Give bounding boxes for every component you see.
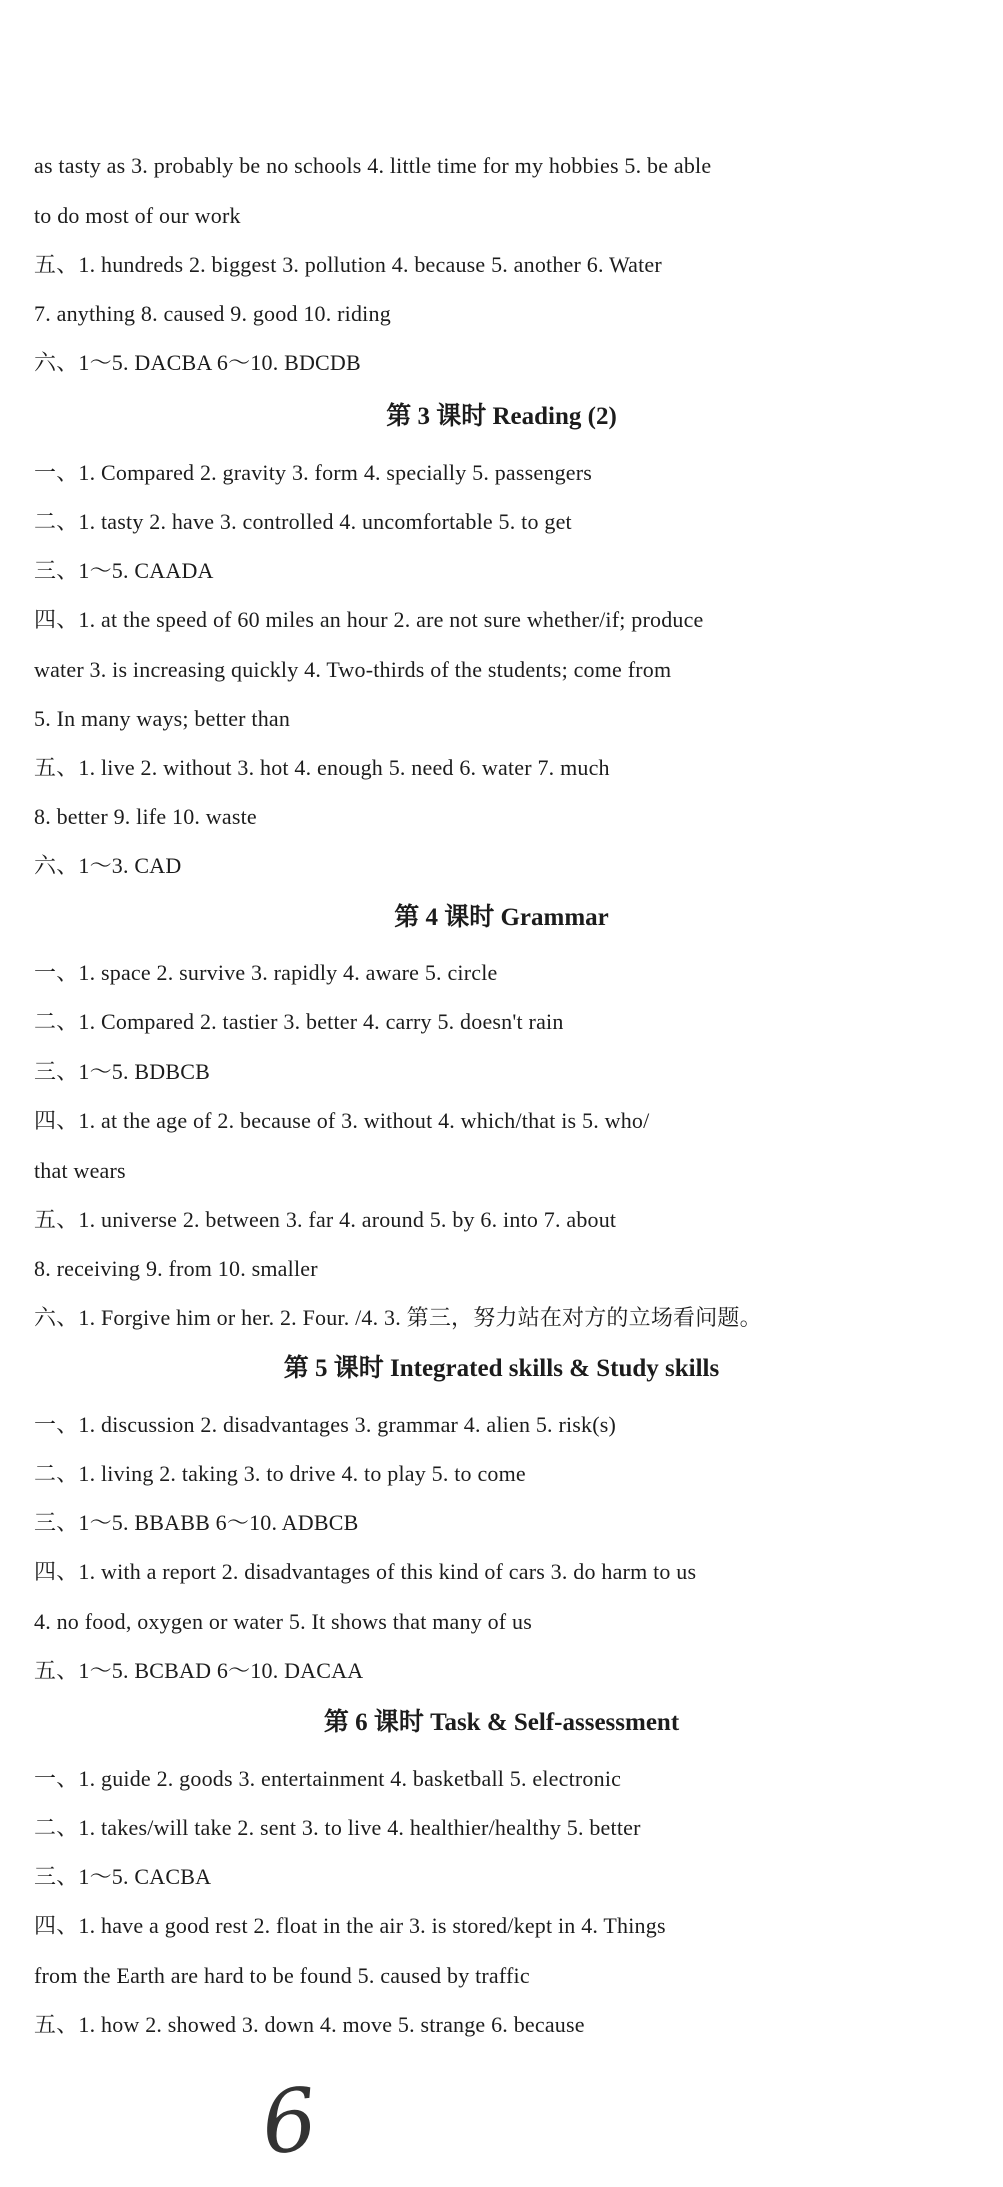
answer-line: 五、1. live 2. without 3. hot 4. enough 5. need 6. water 7. much	[34, 755, 610, 780]
answer-line: 三、1～5. CAADA	[34, 558, 214, 583]
answer-line: 五、1～5. BCBAD 6～10. DACAA	[34, 1658, 364, 1683]
answer-line: 四、1. with a report 2. disadvantages of this kind of cars 3. do harm to us	[34, 1559, 697, 1584]
answer-line: 4. no food, oxygen or water 5. It shows that many of us	[34, 1609, 532, 1634]
section-heading-6: 第 6 课时 Task & Self-assessment	[323, 1709, 680, 1736]
answer-line: 四、1. at the speed of 60 miles an hour 2. are not sure whether/if; produce	[34, 607, 704, 632]
answer-line: 一、1. Compared 2. gravity 3. form 4. specially 5. passengers	[34, 460, 593, 485]
page-number: 6	[256, 2069, 322, 2175]
answer-line: 五、1. how 2. showed 3. down 4. move 5. strange 6. because	[34, 2012, 585, 2037]
answer-line: 5. In many ways; better than	[34, 706, 291, 731]
answer-line: 四、1. at the age of 2. because of 3. without 4. which/that is 5. who/	[34, 1108, 650, 1133]
answer-line: 六、1～3. CAD	[34, 853, 182, 878]
answer-line: 五、1. hundreds 2. biggest 3. pollution 4. because 5. another 6. Water	[34, 252, 662, 277]
answer-line: 8. better 9. life 10. waste	[34, 804, 257, 829]
answer-line: 二、1. living 2. taking 3. to drive 4. to play 5. to come	[34, 1461, 526, 1486]
answer-line: from the Earth are hard to be found 5. caused by traffic	[34, 1963, 530, 1988]
answer-line: 二、1. tasty 2. have 3. controlled 4. uncomfortable 5. to get	[34, 509, 572, 534]
section-heading-3: 第 3 课时 Reading (2)	[386, 403, 617, 430]
answer-line: 二、1. Compared 2. tastier 3. better 4. carry 5. doesn't rain	[34, 1009, 564, 1034]
answer-line: to do most of our work	[34, 203, 241, 228]
answer-line: 一、1. discussion 2. disadvantages 3. grammar 4. alien 5. risk(s)	[34, 1412, 617, 1437]
section-heading-4: 第 4 课时 Grammar	[394, 904, 609, 931]
answer-line: 8. receiving 9. from 10. smaller	[34, 1256, 318, 1281]
answer-line: 六、1. Forgive him or her. 2. Four. /4. 3. 第三，努力站在对方的立场看问题。	[34, 1305, 762, 1330]
section-heading-5: 第 5 课时 Integrated skills & Study skills	[283, 1355, 720, 1382]
answer-line: 三、1～5. CACBA	[34, 1864, 212, 1889]
answer-line: 一、1. guide 2. goods 3. entertainment 4. basketball 5. electronic	[34, 1766, 622, 1791]
answer-line: 一、1. space 2. survive 3. rapidly 4. aware 5. circle	[34, 960, 498, 985]
answer-line: as tasty as 3. probably be no schools 4. little time for my hobbies 5. be able	[34, 153, 712, 178]
answer-line: 二、1. takes/will take 2. sent 3. to live 4. healthier/healthy 5. better	[34, 1815, 641, 1840]
answer-line: 五、1. universe 2. between 3. far 4. around 5. by 6. into 7. about	[34, 1207, 617, 1232]
answer-line: 三、1～5. BDBCB	[34, 1059, 210, 1084]
answer-line: water 3. is increasing quickly 4. Two-thirds of the students; come from	[34, 657, 672, 682]
answer-line: 三、1～5. BBABB 6～10. ADBCB	[34, 1510, 359, 1535]
answer-line: that wears	[34, 1158, 126, 1183]
answer-line: 7. anything 8. caused 9. good 10. riding	[34, 301, 391, 326]
answer-line: 六、1～5. DACBA 6～10. BDCDB	[34, 350, 361, 375]
answer-line: 四、1. have a good rest 2. float in the air 3. is stored/kept in 4. Things	[34, 1913, 666, 1938]
